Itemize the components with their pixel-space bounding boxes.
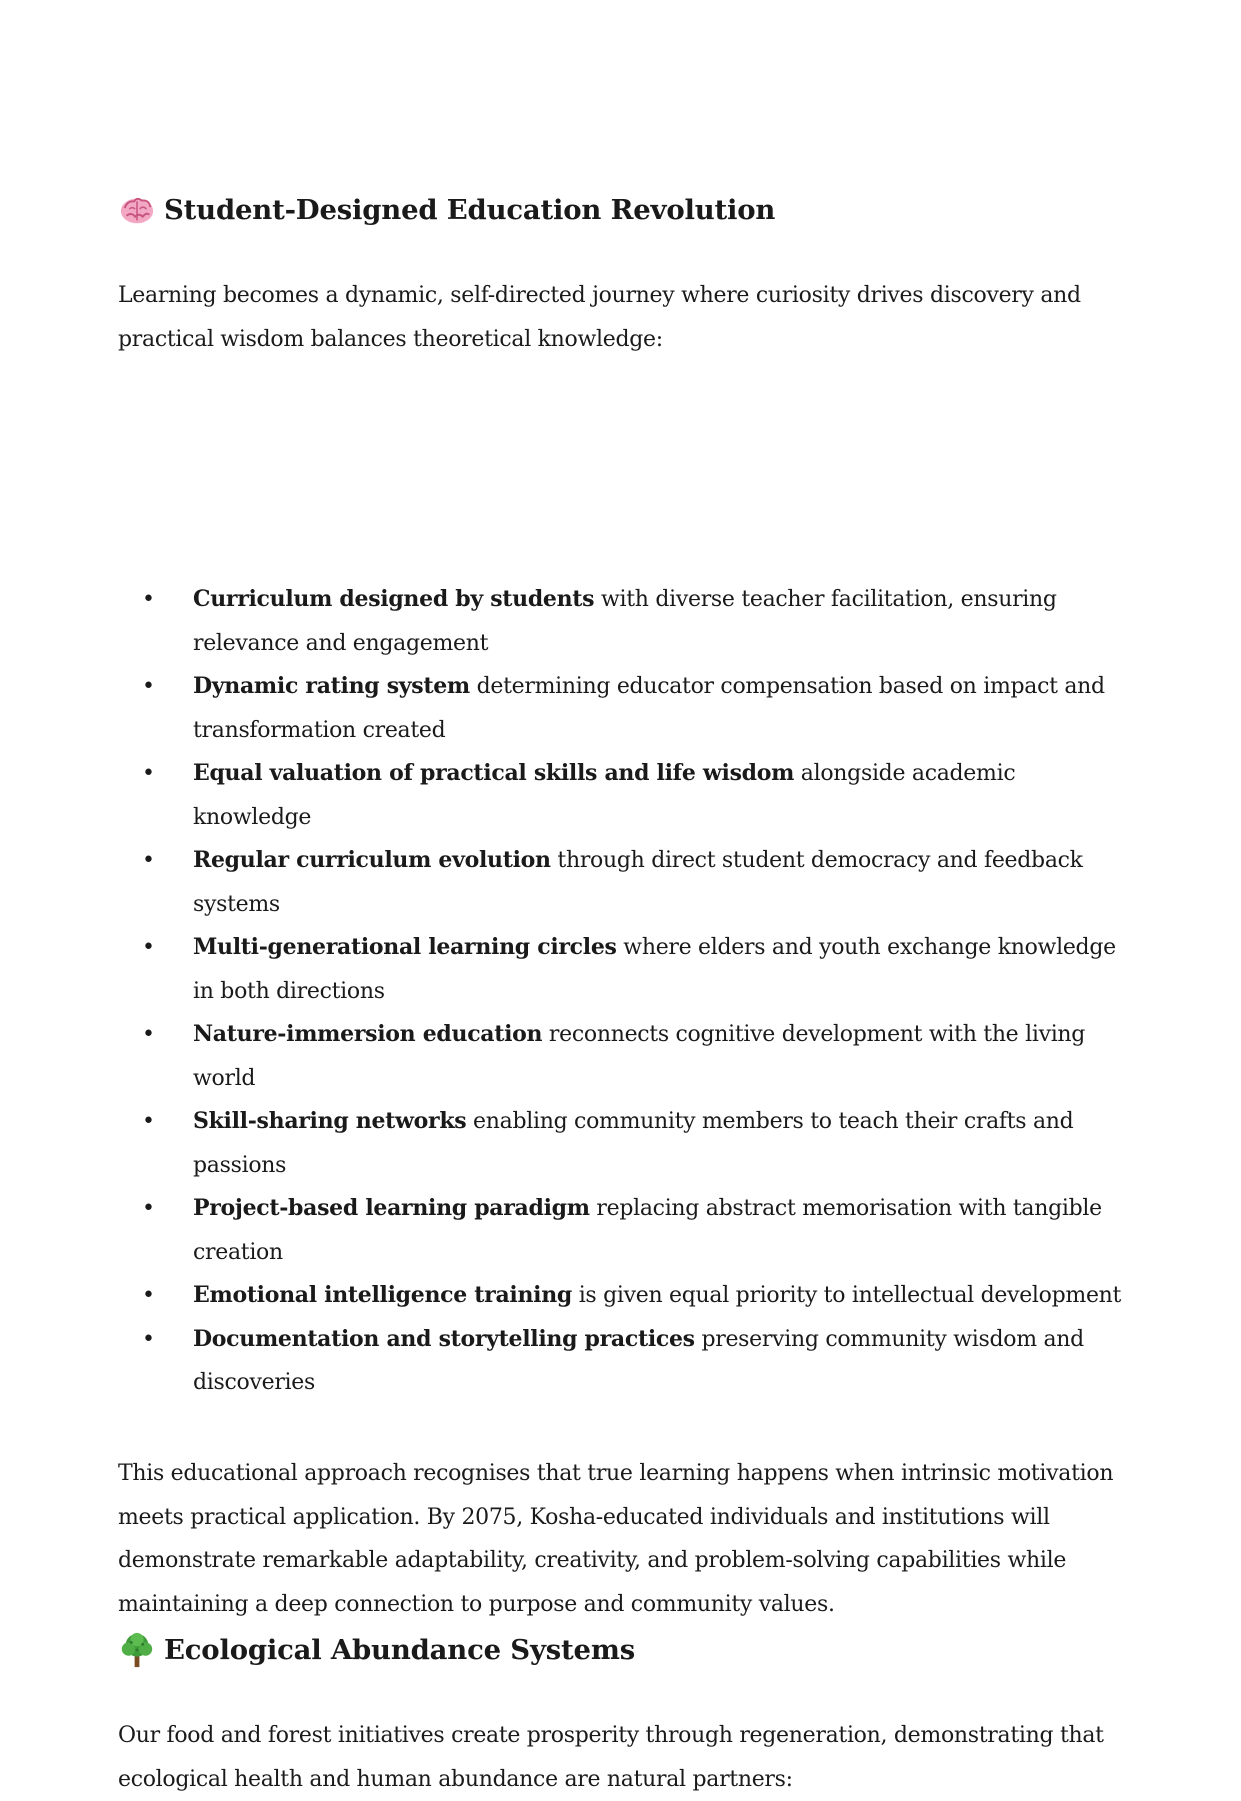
bullet-marker: •	[142, 587, 155, 612]
list-item	[118, 665, 1128, 752]
bullet-marker: •	[142, 1196, 155, 1221]
list-item-emphasis: Regular curriculum evolution	[193, 847, 551, 873]
bullet-marker: •	[142, 1283, 155, 1308]
list-item-text: is given equal priority to intellectual development	[572, 1283, 1122, 1308]
list-item-emphasis: Documentation and storytelling practices	[193, 1325, 695, 1352]
list-item-text: determining educator compensation based on impact and transformation created	[193, 674, 1105, 743]
list-item-text: with diverse teacher facilitation, ensuring relevance and engagement	[193, 587, 1057, 656]
list-item-emphasis: Nature-immersion education	[193, 1021, 543, 1047]
list-item	[118, 752, 1128, 839]
section-summary: This educational approach recognises that true learning happens when intrinsic motivation meets practical application. By 2075, Kosha-educated individuals and institutions will demonstrate remarkable adaptability, creativity, and problem-solving capabilities while maintaining a deep connection to purpose and community values.	[118, 1461, 1114, 1617]
list-item-emphasis: Emotional intelligence training	[193, 1282, 572, 1308]
feature-list	[118, 578, 1128, 1405]
list-item-emphasis: Multi-generational learning circles	[193, 934, 617, 960]
list-item-emphasis: Skill-sharing networks	[193, 1108, 467, 1134]
list-item-text: where elders and youth exchange knowledge in both directions	[193, 935, 1116, 1004]
section-intro: Learning becomes a dynamic, self-directed journey where curiosity drives discovery and practical wisdom balances theoretical knowledge:	[118, 283, 1081, 352]
list-item	[118, 926, 1128, 1013]
section-heading-education	[118, 190, 775, 230]
brain-icon	[118, 191, 156, 229]
list-item	[118, 1187, 1128, 1274]
section-title: Student-Designed Education Revolution	[164, 194, 776, 226]
bullet-marker: •	[142, 674, 155, 699]
list-item	[118, 1274, 1128, 1318]
list-item-emphasis: Equal valuation of practical skills and life wisdom	[193, 760, 795, 786]
list-item-text: preserving community wisdom and discoveries	[193, 1326, 1084, 1395]
tree-icon	[118, 1631, 156, 1669]
bullet-marker: •	[142, 848, 155, 873]
list-item-emphasis: Project-based learning paradigm	[193, 1195, 590, 1221]
list-item-text: alongside academic knowledge	[193, 761, 1016, 830]
section-heading-ecology	[118, 1630, 635, 1670]
list-item	[118, 839, 1128, 926]
list-item	[118, 1318, 1128, 1405]
section-intro: Our food and forest initiatives create prosperity through regeneration, demonstrating that ecological health and human abundance are natural partners:	[118, 1723, 1104, 1792]
bullet-marker: •	[142, 1109, 155, 1134]
list-item-text: reconnects cognitive development with the living world	[193, 1022, 1086, 1091]
list-item-text: enabling community members to teach their crafts and passions	[193, 1109, 1074, 1178]
list-item	[118, 578, 1128, 665]
list-item	[118, 1100, 1128, 1187]
bullet-marker: •	[142, 935, 155, 960]
list-item-text: replacing abstract memorisation with tangible creation	[193, 1196, 1102, 1265]
bullet-marker: •	[142, 1022, 155, 1047]
list-item	[118, 1013, 1128, 1100]
list-item-emphasis: Dynamic rating system	[193, 673, 470, 699]
bullet-marker: •	[142, 1326, 155, 1352]
list-item-text: through direct student democracy and feedback systems	[193, 848, 1083, 917]
bullet-marker: •	[142, 761, 155, 786]
list-item-emphasis: Curriculum designed by students	[193, 586, 595, 612]
section-title: Ecological Abundance Systems	[164, 1634, 636, 1666]
